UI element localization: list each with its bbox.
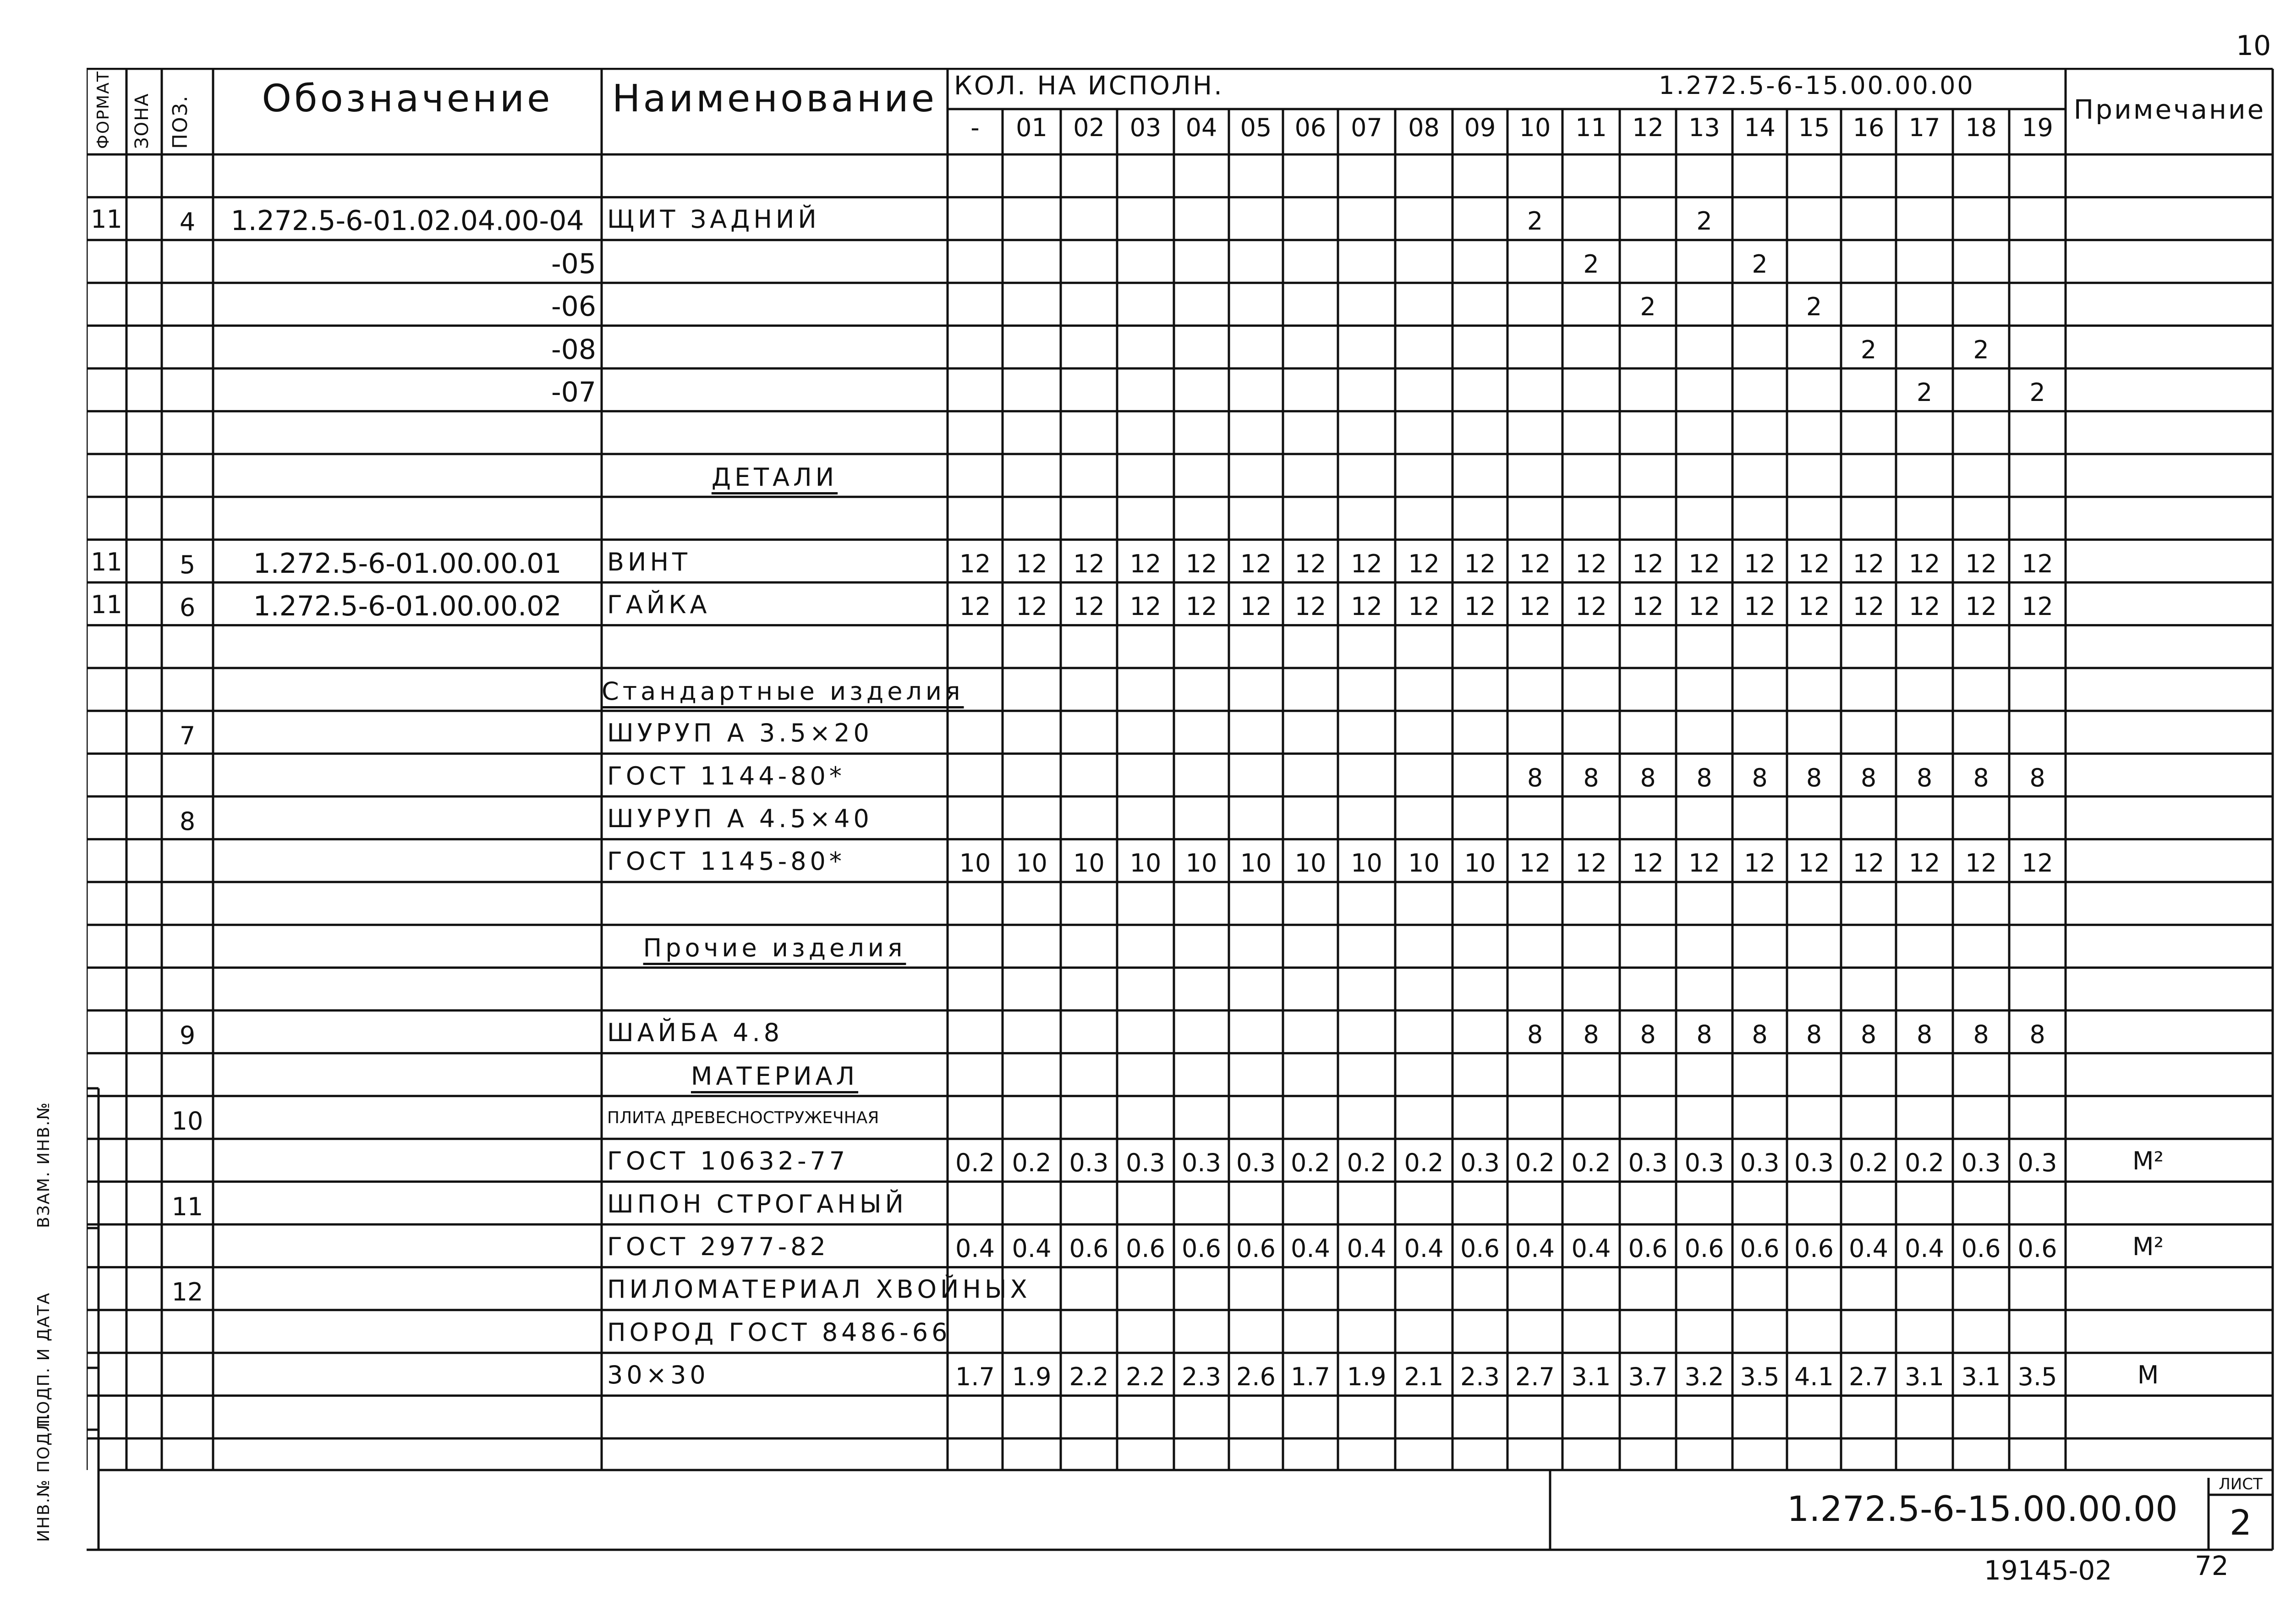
qty-cell: 0.3 [1460, 1148, 1500, 1178]
qty-cell: 2.1 [1404, 1362, 1444, 1392]
qty-cell: 0.3 [1794, 1148, 1834, 1178]
qty-cell: 3.5 [2017, 1362, 2057, 1392]
qty-cell: 0.2 [1571, 1148, 1611, 1178]
qty-cell: 12 [1016, 592, 1047, 621]
qty-cell: 2 [1583, 249, 1599, 279]
qty-cell: 12 [1965, 849, 1997, 878]
qty-cell: 0.4 [1905, 1234, 1944, 1263]
qty-cell: 0.4 [1012, 1234, 1052, 1263]
variant-header-05: 05 [1240, 113, 1272, 142]
qty-cell: 12 [1519, 592, 1551, 621]
qty-cell: 0.2 [1515, 1148, 1555, 1178]
qty-cell: 1.7 [955, 1362, 995, 1392]
page-number: 10 [2236, 30, 2271, 62]
qty-cell: 12 [1073, 592, 1105, 621]
row-name: ШУРУП А 3.5×20 [607, 719, 873, 748]
qty-cell: 12 [1632, 592, 1664, 621]
qty-cell: 8 [2029, 1020, 2045, 1049]
qty-cell: 12 [1185, 592, 1217, 621]
qty-cell: 0.6 [1684, 1234, 1724, 1263]
qty-cell: 12 [1519, 549, 1551, 578]
row-section-title: Стандартные изделия [602, 676, 964, 706]
variant-header-01: 01 [1016, 113, 1047, 142]
variant-header-13: 13 [1688, 113, 1720, 142]
variant-header-15: 15 [1798, 113, 1830, 142]
qty-cell: 12 [1965, 592, 1997, 621]
qty-cell: 3.1 [1961, 1362, 2001, 1392]
qty-cell: 12 [1798, 549, 1830, 578]
qty-cell: 12 [1294, 592, 1326, 621]
header-name: Наименование [612, 77, 937, 121]
title-block-sheet-number: 2 [2229, 1502, 2252, 1543]
row-position: 6 [179, 593, 196, 622]
qty-cell: 12 [1744, 592, 1776, 621]
row-designation: -05 [551, 247, 596, 280]
qty-cell: 12 [1408, 549, 1440, 578]
qty-cell: 0.3 [1069, 1148, 1109, 1178]
qty-cell: 2 [1640, 292, 1656, 322]
qty-cell: 0.3 [1684, 1148, 1724, 1178]
qty-cell: 12 [2022, 549, 2053, 578]
row-position: 11 [171, 1192, 203, 1221]
qty-cell: 2 [2029, 378, 2045, 407]
qty-cell: 0.6 [2017, 1234, 2057, 1263]
qty-cell: 12 [1408, 592, 1440, 621]
qty-cell: 0.6 [1460, 1234, 1500, 1263]
qty-cell: 8 [1806, 1020, 1822, 1049]
row-name: ПОРОД ГОСТ 8486-66 [607, 1317, 951, 1347]
qty-cell: 3.7 [1628, 1362, 1668, 1392]
qty-cell: 0.6 [1182, 1234, 1221, 1263]
row-name: ПИЛОМАТЕРИАЛ ХВОЙНЫХ [607, 1275, 1031, 1304]
row-name: ВИНТ [607, 547, 691, 576]
qty-cell: 8 [1916, 1020, 1933, 1049]
qty-cell: 2 [1916, 378, 1933, 407]
qty-cell: 1.9 [1012, 1362, 1052, 1392]
variant-header-04: 04 [1185, 113, 1217, 142]
qty-cell: 0.3 [1236, 1148, 1276, 1178]
qty-cell: 10 [1185, 849, 1217, 878]
qty-cell: 12 [1464, 592, 1496, 621]
qty-cell: 8 [1806, 763, 1822, 792]
row-section-title: МАТЕРИАЛ [691, 1062, 859, 1091]
qty-cell: 12 [1632, 849, 1664, 878]
qty-cell: 1.7 [1291, 1362, 1330, 1392]
variant-header-12: 12 [1632, 113, 1664, 142]
qty-cell: 12 [1798, 592, 1830, 621]
row-designation: -08 [551, 333, 596, 366]
header-pos: ПОЗ. [169, 95, 192, 149]
qty-cell: 2.7 [1849, 1362, 1888, 1392]
qty-cell: 8 [1973, 1020, 1989, 1049]
header-doc-code: 1.272.5-6-15.00.00.00 [1659, 71, 1975, 100]
variant-header-16: 16 [1853, 113, 1885, 142]
row-position: 8 [179, 807, 196, 836]
qty-cell: 12 [1744, 849, 1776, 878]
variant-header-02: 02 [1073, 113, 1105, 142]
header-note: Примечание [2073, 94, 2266, 125]
qty-cell: 4.1 [1794, 1362, 1834, 1392]
qty-cell: 10 [1240, 849, 1272, 878]
qty-cell: 8 [1583, 1020, 1599, 1049]
qty-cell: 8 [1527, 1020, 1543, 1049]
row-note: М [2137, 1361, 2159, 1390]
qty-cell: 12 [2022, 592, 2053, 621]
row-position: 4 [179, 208, 196, 237]
qty-cell: 0.6 [1126, 1234, 1165, 1263]
row-designation: -07 [551, 376, 596, 408]
qty-cell: 0.3 [1182, 1148, 1221, 1178]
qty-cell: 12 [1519, 849, 1551, 878]
qty-cell: 0.2 [1849, 1148, 1888, 1178]
qty-cell: 10 [1464, 849, 1496, 878]
row-name: ШАЙБА 4.8 [607, 1018, 784, 1047]
row-designation: 1.272.5-6-01.02.04.00-04 [230, 205, 584, 237]
qty-cell: 12 [1908, 549, 1940, 578]
qty-cell: 12 [1185, 549, 1217, 578]
qty-cell: 2 [1527, 207, 1543, 236]
qty-cell: 8 [1696, 763, 1712, 792]
qty-cell: 8 [1583, 763, 1599, 792]
qty-cell: 12 [1744, 549, 1776, 578]
variant-header-14: 14 [1744, 113, 1776, 142]
qty-cell: 8 [1640, 1020, 1656, 1049]
qty-cell: 0.3 [1740, 1148, 1780, 1178]
qty-cell: 12 [1240, 592, 1272, 621]
qty-cell: 0.2 [1347, 1148, 1387, 1178]
qty-cell: 3.1 [1905, 1362, 1944, 1392]
qty-cell: 0.6 [1961, 1234, 2001, 1263]
row-note: М² [2132, 1232, 2164, 1261]
side-label-replaced-inv: ВЗАМ. ИНВ.№ [34, 1102, 53, 1228]
table-grid [87, 68, 2291, 1553]
qty-cell: 0.3 [1961, 1148, 2001, 1178]
title-block-doc-number: 1.272.5-6-15.00.00.00 [1787, 1488, 2178, 1529]
qty-cell: 0.6 [1794, 1234, 1834, 1263]
row-name: ГОСТ 10632-77 [607, 1147, 849, 1176]
row-designation: -06 [551, 291, 596, 323]
qty-cell: 12 [1853, 549, 1885, 578]
qty-cell: 12 [1853, 849, 1885, 878]
side-label-sign-date: ПОДП. И ДАТА [34, 1292, 53, 1427]
qty-cell: 8 [1527, 763, 1543, 792]
qty-cell: 8 [1752, 1020, 1768, 1049]
qty-cell: 12 [1575, 592, 1607, 621]
qty-cell: 8 [1973, 763, 1989, 792]
row-name: ПЛИТА ДРЕВЕСНОСТРУЖЕЧНАЯ [607, 1108, 879, 1127]
qty-cell: 12 [1464, 549, 1496, 578]
qty-cell: 2 [1752, 249, 1768, 279]
qty-cell: 0.4 [955, 1234, 995, 1263]
qty-cell: 12 [1908, 849, 1940, 878]
qty-cell: 0.2 [1012, 1148, 1052, 1178]
qty-cell: 12 [1908, 592, 1940, 621]
row-position: 12 [171, 1278, 203, 1307]
qty-cell: 8 [1860, 1020, 1877, 1049]
qty-cell: 0.3 [1628, 1148, 1668, 1178]
header-qty-label: КОЛ. НА ИСПОЛН. [954, 71, 1224, 101]
qty-cell: 0.2 [1291, 1148, 1330, 1178]
qty-cell: 12 [959, 549, 991, 578]
qty-cell: 2.7 [1515, 1362, 1555, 1392]
qty-cell: 0.4 [1404, 1234, 1444, 1263]
variant-header-08: 08 [1408, 113, 1440, 142]
qty-cell: 2 [1806, 292, 1822, 322]
qty-cell: 10 [1016, 849, 1047, 878]
qty-cell: 2.3 [1460, 1362, 1500, 1392]
qty-cell: 12 [1351, 592, 1382, 621]
qty-cell: 0.4 [1571, 1234, 1611, 1263]
variant-header-07: 07 [1351, 113, 1382, 142]
qty-cell: 0.6 [1628, 1234, 1668, 1263]
qty-cell: 12 [959, 592, 991, 621]
qty-cell: 2 [1860, 335, 1877, 364]
row-name: ГОСТ 2977-82 [607, 1232, 829, 1261]
qty-cell: 0.3 [2017, 1148, 2057, 1178]
qty-cell: 12 [1240, 549, 1272, 578]
qty-cell: 0.6 [1236, 1234, 1276, 1263]
row-section-title: Прочие изделия [643, 933, 906, 963]
row-format: 11 [91, 547, 122, 576]
qty-cell: 12 [1129, 549, 1162, 578]
row-section-title: ДЕТАЛИ [711, 462, 838, 492]
variant-header-06: 06 [1294, 113, 1326, 142]
row-designation: 1.272.5-6-01.00.00.01 [253, 547, 562, 580]
qty-cell: 0.6 [1740, 1234, 1780, 1263]
row-name: ШУРУП А 4.5×40 [607, 804, 873, 833]
variant-header-17: 17 [1908, 113, 1940, 142]
qty-cell: 12 [1853, 592, 1885, 621]
qty-cell: 12 [1688, 849, 1720, 878]
qty-cell: 10 [1294, 849, 1326, 878]
qty-cell: 12 [1965, 549, 1997, 578]
qty-cell: 8 [1916, 763, 1933, 792]
specification-sheet [34, 68, 2291, 1553]
row-name: ГАЙКА [607, 590, 711, 619]
qty-cell: 2.6 [1236, 1362, 1276, 1392]
archive-number: 19145-02 [1984, 1555, 2112, 1586]
row-name: ГОСТ 1145-80* [607, 847, 845, 876]
row-note: М² [2132, 1147, 2164, 1176]
qty-cell: 12 [1575, 549, 1607, 578]
header-designation: Обозначение [262, 77, 553, 121]
qty-cell: 0.4 [1347, 1234, 1387, 1263]
qty-cell: 2.3 [1182, 1362, 1221, 1392]
variant-header-09: 09 [1464, 113, 1496, 142]
qty-cell: 12 [1351, 549, 1382, 578]
qty-cell: 12 [1575, 849, 1607, 878]
variant-header-18: 18 [1965, 113, 1997, 142]
row-position: 5 [179, 550, 196, 579]
variant-header-11: 11 [1575, 113, 1607, 142]
header-format: ФОРМАТ [94, 71, 113, 149]
qty-cell: 0.3 [1126, 1148, 1165, 1178]
qty-cell: 0.6 [1069, 1234, 1109, 1263]
qty-cell: 8 [1696, 1020, 1712, 1049]
qty-cell: 2.2 [1069, 1362, 1109, 1392]
qty-cell: 8 [2029, 763, 2045, 792]
variant-header-03: 03 [1129, 113, 1162, 142]
qty-cell: 0.2 [955, 1148, 995, 1178]
row-position: 7 [179, 721, 196, 751]
footer-page-number: 72 [2195, 1550, 2229, 1581]
qty-cell: 8 [1860, 763, 1877, 792]
row-name: ГОСТ 1144-80* [607, 761, 845, 790]
qty-cell: 12 [1073, 549, 1105, 578]
title-block-sheet-label: ЛИСТ [2219, 1475, 2263, 1493]
qty-cell: 10 [959, 849, 991, 878]
variant-header-19: 19 [2022, 113, 2053, 142]
variant-header-10: 10 [1519, 113, 1551, 142]
qty-cell: 10 [1351, 849, 1382, 878]
variant-header-base: - [970, 113, 980, 142]
qty-cell: 12 [1294, 549, 1326, 578]
row-designation: 1.272.5-6-01.00.00.02 [253, 590, 562, 622]
qty-cell: 12 [2022, 849, 2053, 878]
qty-cell: 10 [1129, 849, 1162, 878]
qty-cell: 12 [1632, 549, 1664, 578]
row-name: ШПОН СТРОГАНЫЙ [607, 1189, 907, 1218]
qty-cell: 3.2 [1684, 1362, 1724, 1392]
qty-cell: 8 [1752, 763, 1768, 792]
qty-cell: 10 [1408, 849, 1440, 878]
qty-cell: 2.2 [1126, 1362, 1165, 1392]
header-zone: ЗОНА [132, 93, 153, 149]
qty-cell: 12 [1688, 549, 1720, 578]
qty-cell: 8 [1640, 763, 1656, 792]
qty-cell: 0.4 [1849, 1234, 1888, 1263]
qty-cell: 0.2 [1404, 1148, 1444, 1178]
qty-cell: 12 [1016, 549, 1047, 578]
qty-cell: 10 [1073, 849, 1105, 878]
qty-cell: 3.1 [1571, 1362, 1611, 1392]
qty-cell: 12 [1129, 592, 1162, 621]
qty-cell: 12 [1688, 592, 1720, 621]
qty-cell: 12 [1798, 849, 1830, 878]
qty-cell: 3.5 [1740, 1362, 1780, 1392]
row-name: 30×30 [607, 1361, 709, 1390]
qty-cell: 0.2 [1905, 1148, 1944, 1178]
row-format: 11 [91, 590, 122, 619]
qty-cell: 0.4 [1515, 1234, 1555, 1263]
row-name: ЩИТ ЗАДНИЙ [607, 205, 820, 234]
qty-cell: 0.4 [1291, 1234, 1330, 1263]
row-position: 10 [171, 1106, 203, 1136]
qty-cell: 2 [1973, 335, 1989, 364]
qty-cell: 1.9 [1347, 1362, 1387, 1392]
row-position: 9 [179, 1021, 196, 1050]
side-label-inv-orig: ИНВ.№ ПОДЛ. [34, 1412, 53, 1542]
qty-cell: 2 [1696, 207, 1712, 236]
row-format: 11 [91, 205, 122, 234]
